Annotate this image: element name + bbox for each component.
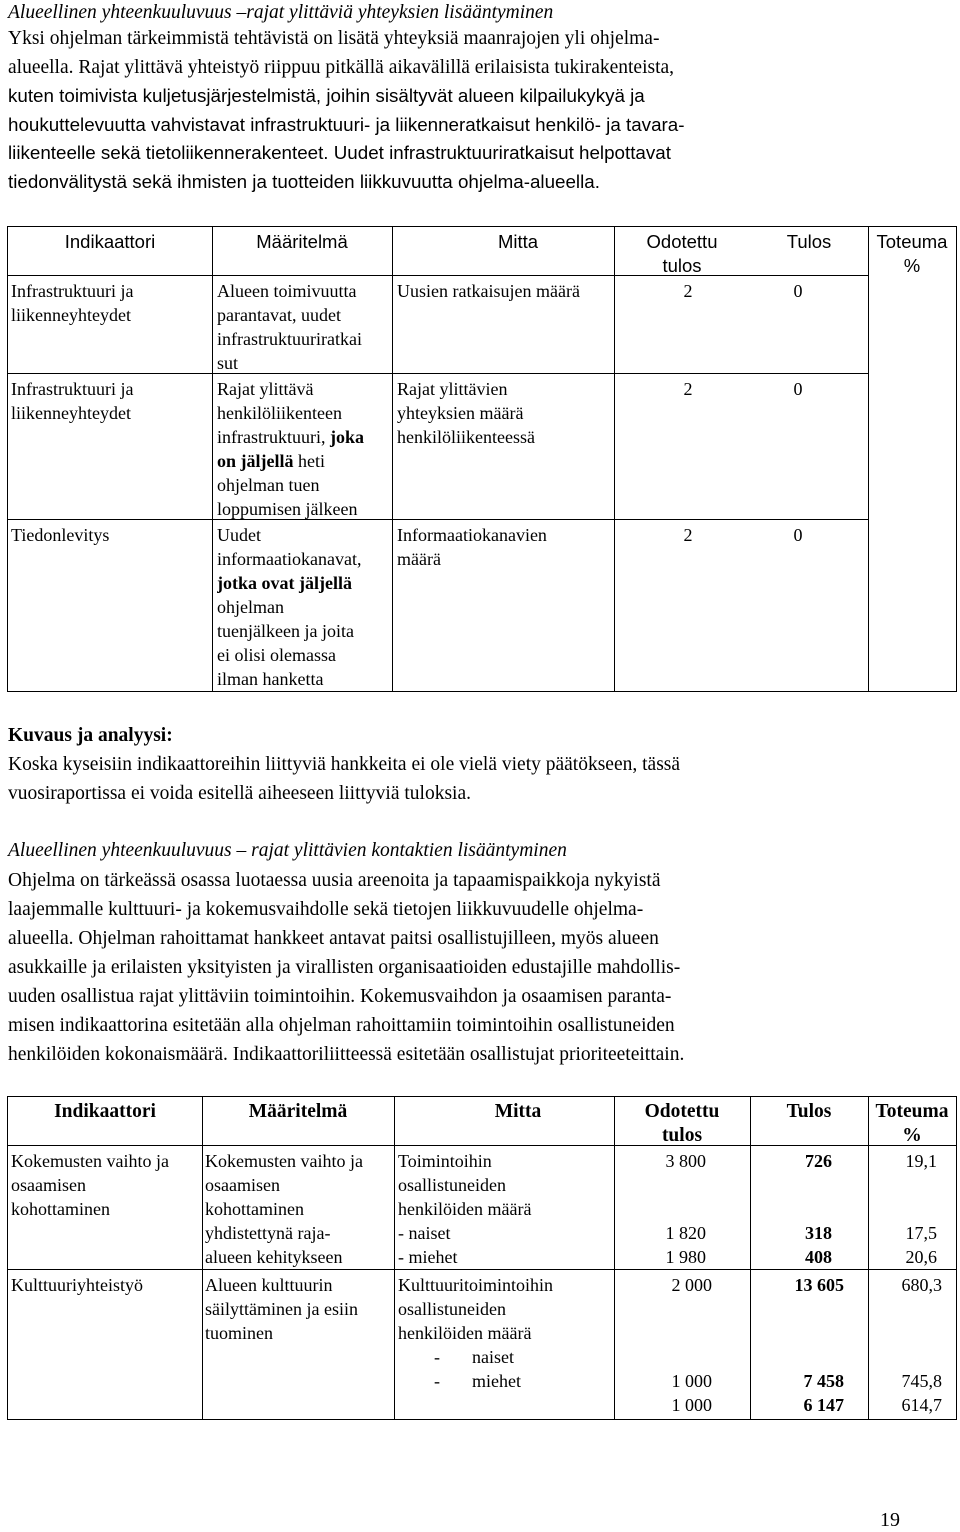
cell-line: henkilöiden määrä [398,1199,532,1219]
dash: - [434,1347,440,1367]
analysis-line: vuosiraportissa ei voida esitellä aiheeseen liittyviä tuloksia. [8,783,472,804]
section1-heading-text: Alueellinen yhteenkuuluvuus –rajat ylittäviä yhteyksien lisääntyminen [8,2,554,23]
cell-line [217,425,393,449]
header-odotettu [614,230,750,278]
cell-value: 745,8 [901,1371,942,1391]
cell-line: Kokemusten vaihto ja [205,1151,363,1171]
table-row-3-mitta [397,523,612,571]
cell-line: Uusien ratkaisujen määrä [397,281,580,301]
indicator-table-2 [7,1096,957,1420]
cell-line: osaamisen [205,1175,280,1195]
header-odotettu-line2: tulos [662,255,702,276]
table-row-2-mitta [397,377,612,449]
table-row-1-maaritelma [217,279,393,375]
table-row-2-odotettu: 2 [683,379,693,399]
header-odotettu-line1: Odotettu [644,1101,720,1122]
cell-line: yhdistettynä raja- [205,1223,331,1243]
table-row-1-indikaattori [11,1149,201,1221]
cell-value: 13 605 [794,1275,844,1295]
section1-line: tiedonvälitystä sekä ihmisten ja tuotteiden liikkuvuutta ohjelma-alueella. [8,170,600,192]
cell-line: Tiedonlevitys [11,525,110,545]
cell-line: - naiset [398,1223,451,1243]
indicator-table-1 [7,226,957,692]
cell-value: 680,3 [901,1275,942,1295]
cell-line: liikenneyhteydet [11,403,131,423]
cell-line: alueen kehitykseen [205,1247,343,1267]
cell-line: Rajat ylittävä [217,379,314,399]
section1-paragraph-sans [8,82,956,196]
section2-line: asukkaille ja erilaisten yksityisten ja virallisten organisaatioiden edustajille mahdollis- [8,957,681,978]
table-divider [8,373,868,374]
cell-value: 3 800 [665,1151,706,1171]
analysis-line: Koska kyseisiin indikaattoreihin liittyviä hankkeita ei ole vielä viety päätökseen, tässä [8,754,681,775]
cell-line: määrä [397,549,441,569]
table-row-3-indikaattori [11,523,211,547]
table-row-2-maaritelma [205,1273,393,1345]
cell-line: infrastruktuuriratkai [217,329,362,349]
cell-span: naiset [472,1347,514,1367]
cell-value: 1 980 [665,1247,706,1267]
cell-line: ei olisi olemassa [217,645,336,665]
section1-heading [8,0,956,26]
cell-line: henkilöiden määrä [398,1323,532,1343]
header-mitta: Mitta [494,1101,542,1122]
cell-line: säilyttäminen ja esiin [205,1299,358,1319]
cell-line: yhteyksien määrä [397,403,524,423]
cell-line: Informaatiokanavien [397,525,547,545]
header-odotettu [614,1100,750,1148]
header-toteuma-line2: % [903,255,921,276]
cell-value: 7 458 [803,1371,844,1391]
table-row-1-toteuma [868,1149,937,1269]
header-indikaattori: Indikaattori [64,231,156,252]
table-row-1-mitta [398,1149,612,1269]
section2-paragraph [8,866,956,1069]
section2-line: henkilöiden kokonaismäärä. Indikaattoriliitteessä esitetään osallistujat prioriteeteittain. [8,1044,685,1065]
section1-line: liikenteelle sekä tietoliikennerakenteet. Uudet infrastruktuuriratkaisut helpottavat [8,142,671,163]
header-maaritelma: Määritelmä [256,231,348,252]
cell-value: 17,5 [905,1223,937,1243]
cell-line: henkilöliikenteen [217,403,342,423]
cell-span: miehet [472,1371,521,1391]
cell-line: Alueen toimivuutta [217,281,357,301]
cell-line [217,449,393,473]
table-row-2-indikaattori [11,377,211,425]
cell-line-sub [398,1369,612,1393]
page-number: 19 [880,1509,900,1531]
cell-line: informaatiokanavat, [217,549,362,569]
section2-heading [8,838,956,864]
table-divider [8,519,868,520]
cell-value: 6 147 [803,1395,844,1415]
cell-value: 726 [805,1151,832,1171]
cell-value: 20,6 [905,1247,937,1267]
table-row-2-mitta [398,1273,612,1393]
section1-line: houkuttelevuutta vahvistavat infrastruktuuri- ja liikenneratkaisut henkilö- ja tavara- [8,113,685,135]
section2-line: Ohjelma on tärkeässä osassa luotaessa uusia areenoita ja tapaamispaikkoja nykyistä [8,870,661,891]
cell-line: Kokemusten vaihto ja [11,1151,169,1171]
cell-line-bold: jotka ovat jäljellä [217,573,352,593]
cell-line: henkilöliikenteessä [397,427,535,447]
cell-line: ohjelman [217,597,284,617]
cell-line: Kulttuuritoimintoihin [398,1275,554,1295]
section1-line: kuten toimivista kuljetusjärjestelmistä, joihin sisältyvät alueen kilpailukykyä ja [8,85,645,106]
table-row-2-odotettu [614,1273,712,1417]
cell-line: ilman hanketta [217,669,324,689]
table-row-3-maaritelma [217,523,393,691]
table-row-1-maaritelma [205,1149,393,1269]
table-row-1-mitta [397,279,627,303]
table-row-1-indikaattori [11,279,211,327]
cell-value: 614,7 [901,1395,942,1415]
table-row-2-tulos: 0 [793,379,803,399]
header-odotettu-line1: Odotettu [646,231,718,252]
cell-line: - miehet [398,1247,458,1267]
cell-line: tuenjälkeen ja joita [217,621,354,641]
cell-line: sut [217,353,239,373]
dash: - [434,1371,440,1391]
cell-line: osallistuneiden [398,1299,506,1319]
cell-span-bold: joka [329,427,364,447]
section2-heading-text: Alueellinen yhteenkuuluvuus – rajat ylittävien kontaktien lisääntyminen [8,840,567,861]
cell-line: Infrastruktuuri ja [11,379,134,399]
cell-line: Kulttuuriyhteistyö [11,1275,143,1295]
cell-value: 318 [805,1223,832,1243]
table-row-1-odotettu: 2 [683,281,693,301]
section1-paragraph [8,24,956,82]
table-row-2-toteuma [868,1273,942,1417]
table-divider [868,227,869,691]
section1-line: Yksi ohjelman tärkeimmistä tehtävistä on lisätä yhteyksiä maanrajojen yli ohjelma- [8,28,660,49]
table-row-2-indikaattori [11,1273,201,1297]
table-row-1-tulos: 0 [793,281,803,301]
cell-line: Rajat ylittävien [397,379,508,399]
cell-value: 1 000 [671,1371,712,1391]
cell-span: heti [293,451,325,471]
cell-line-sub [398,1345,612,1369]
cell-value: 1 000 [671,1395,712,1415]
cell-line: Infrastruktuuri ja [11,281,134,301]
header-indikaattori: Indikaattori [54,1101,156,1122]
cell-line: osallistuneiden [398,1175,506,1195]
header-mitta: Mitta [497,231,539,252]
cell-span: infrastruktuuri, [217,427,330,447]
cell-line: kohottaminen [205,1199,304,1219]
table-row-2-tulos [750,1273,844,1417]
section2-line: alueella. Ohjelman rahoittamat hankkeet antavat paitsi osallistujilleen, myös alueen [8,928,659,949]
header-maaritelma: Määritelmä [248,1101,348,1122]
header-toteuma-line1: Toteuma [875,1101,949,1122]
section1-line: alueella. Rajat ylittävä yhteistyö riippuu pitkällä aikavälillä erilaisista tukirakenteista, [8,57,675,78]
cell-value: 19,1 [905,1151,937,1171]
header-odotettu-line2: tulos [661,1125,703,1146]
table-divider [8,1145,956,1146]
cell-line: kohottaminen [11,1199,110,1219]
cell-span-bold: on jäljellä [217,451,294,471]
analysis-block [8,721,956,808]
section2-line: uuden osallistua rajat ylittäviin toimintoihin. Kokemusvaihdon ja osaamisen paranta- [8,986,672,1007]
cell-line: liikenneyhteydet [11,305,131,325]
table-row-1-odotettu [614,1149,706,1269]
header-tulos: Tulos [786,1101,832,1122]
cell-line: tuominen [205,1323,273,1343]
cell-line: ohjelman tuen [217,475,320,495]
header-toteuma [868,230,956,278]
cell-line: Toimintoihin [398,1151,492,1171]
table-row-2-maaritelma [217,377,393,521]
header-toteuma-line2: % [902,1125,922,1146]
section2-line: laajemmalle kulttuuri- ja kokemusvaihdolle sekä tietojen liikkuvuudelle ohjelma- [8,899,644,920]
cell-value: 408 [805,1247,832,1267]
table-row-3-tulos: 0 [793,525,803,545]
analysis-title: Kuvaus ja analyysi: [8,725,173,746]
header-tulos: Tulos [786,231,832,252]
table-row-3-odotettu: 2 [683,525,693,545]
table-divider [212,227,213,691]
table-divider [8,1269,956,1270]
cell-line: loppumisen jälkeen [217,499,358,519]
cell-value: 1 820 [665,1223,706,1243]
header-toteuma [868,1100,956,1148]
cell-line: Alueen kulttuurin [205,1275,333,1295]
table-row-1-tulos [750,1149,832,1269]
cell-value: 2 000 [671,1275,712,1295]
header-toteuma-line1: Toteuma [876,231,948,252]
cell-line: parantavat, uudet [217,305,341,325]
cell-line: Uudet [217,525,261,545]
section2-line: misen indikaattorina esitetään alla ohjelman rahoittamiin toimintoihin osallistuneiden [8,1015,675,1036]
cell-line: osaamisen [11,1175,86,1195]
